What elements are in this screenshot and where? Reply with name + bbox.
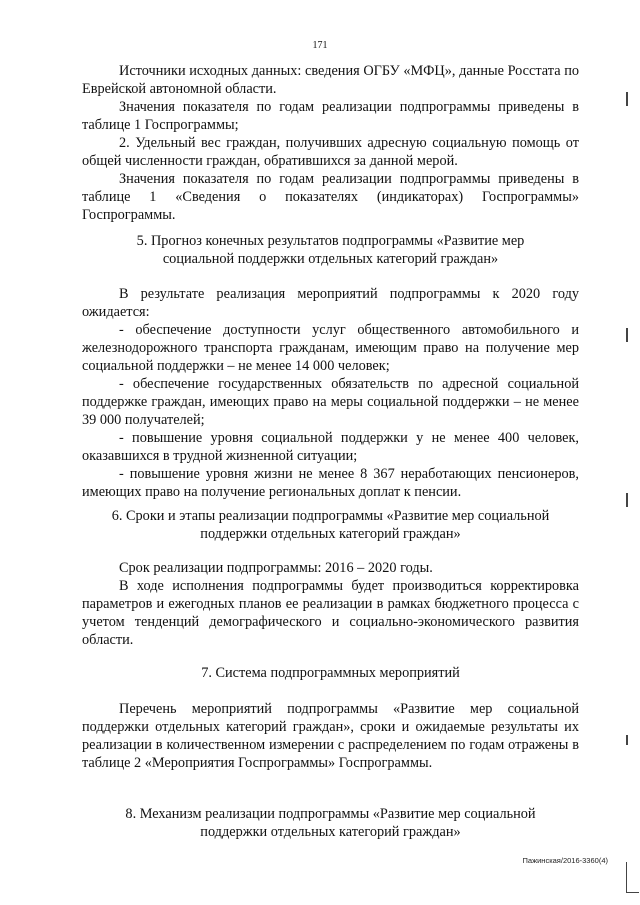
- paragraph: 2. Удельный вес граждан, получивших адресную социальную помощь от общей численности граждан, обратившихся за данной мерой.: [82, 135, 579, 169]
- body-block-1: [82, 62, 579, 224]
- paragraph: Значения показателя по годам реализации подпрограммы приведены в таблице 1 Госпрограммы;: [82, 99, 579, 133]
- paragraph: Перечень мероприятий подпрограммы «Развитие мер социальной поддержки отдельных категорий граждан», сроки и ожидаемые результаты их реализации в количественном измерении с распределением по годам отражены в таблице 2 «Мероприятия Госпрограммы» Госпрограммы.: [82, 701, 579, 771]
- heading-line: 5. Прогноз конечных результатов подпрограммы «Развитие мер: [136, 233, 525, 249]
- scan-margin-mark: [626, 493, 628, 507]
- body-block-2: [82, 285, 579, 501]
- section-heading-8: [82, 805, 579, 841]
- section-heading-5: [82, 232, 579, 268]
- paragraph: В результате реализация мероприятий подпрограммы к 2020 году ожидается:: [82, 286, 579, 320]
- scan-corner-bracket: [626, 862, 639, 893]
- heading-line: 7. Система подпрограммных мероприятий: [201, 665, 460, 681]
- heading-line: 8. Механизм реализации подпрограммы «Развитие мер социальной: [125, 806, 536, 822]
- paragraph: В ходе исполнения подпрограммы будет производиться корректировка параметров и ежегодных планов ее реализации в рамках бюджетного процесса с учетом тенденций демографического и социально-экономического развития области.: [82, 578, 579, 648]
- list-item: - повышение уровня жизни не менее 8 367 неработающих пенсионеров, имеющих право на получение региональных доплат к пенсии.: [82, 466, 579, 500]
- footer-code: Пажинская/2016-3360(4): [522, 856, 608, 865]
- heading-line: поддержки отдельных категорий граждан»: [200, 824, 461, 840]
- paragraph: Источники исходных данных: сведения ОГБУ «МФЦ», данные Росстата по Еврейской автономной области.: [82, 63, 579, 97]
- heading-line: социальной поддержки отдельных категорий граждан»: [162, 251, 499, 267]
- scan-margin-mark: [626, 735, 628, 745]
- page-number: 171: [312, 40, 328, 51]
- list-item: - обеспечение государственных обязательств по адресной социальной поддержке граждан, имеющих право на меры социальной поддержки – не менее 39 000 получателей;: [82, 376, 579, 428]
- paragraph: Срок реализации подпрограммы: 2016 – 2020 годы.: [119, 560, 433, 576]
- list-item: - повышение уровня социальной поддержки у не менее 400 человек, оказавшихся в трудной жизненной ситуации;: [82, 430, 579, 464]
- body-block-3: [82, 559, 579, 649]
- heading-line: 6. Сроки и этапы реализации подпрограммы «Развитие мер социальной: [111, 508, 550, 524]
- scan-margin-mark: [626, 92, 628, 106]
- scan-margin-mark: [626, 328, 628, 342]
- heading-line: поддержки отдельных категорий граждан»: [200, 526, 461, 542]
- section-heading-7: [82, 664, 579, 682]
- list-item: - обеспечение доступности услуг общественного автомобильного и железнодорожного транспорта гражданам, имеющим право на получение мер социальной поддержки – не менее 14 000 человек;: [82, 322, 579, 374]
- paragraph: Значения показателя по годам реализации подпрограммы приведены в таблице 1 «Сведения о показателях (индикаторах) Госпрограммы» Госпрограммы.: [82, 171, 579, 223]
- body-block-4: [82, 700, 579, 772]
- section-heading-6: [82, 507, 579, 543]
